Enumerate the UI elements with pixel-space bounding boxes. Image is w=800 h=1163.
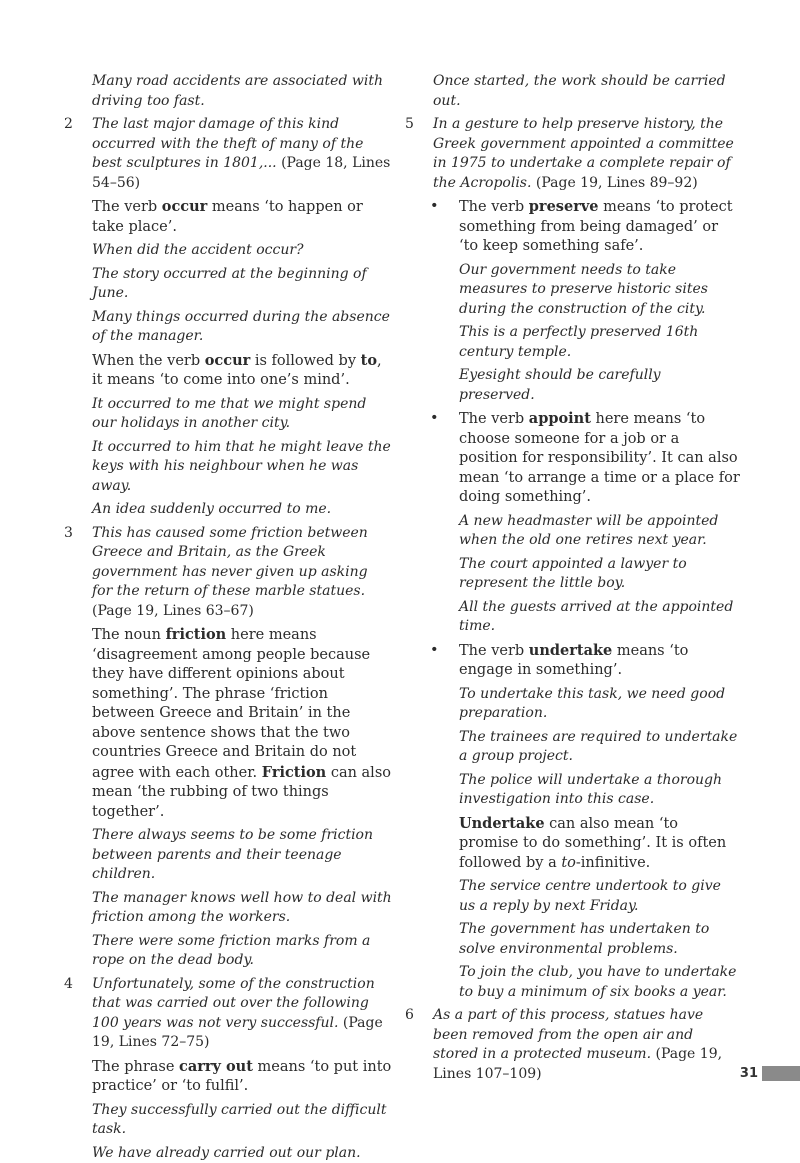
example-sentence: There were some friction marks from a rope on the dead body.: [64, 932, 392, 971]
example-sentence: The government has undertaken to solve environmental problems.: [405, 920, 740, 959]
explanation: When the verb occur is followed by to, it means ‘to come into one’s mind’.: [64, 351, 392, 391]
explanation: The phrase carry out means ‘to put into practice’ or ‘to fulfil’.: [64, 1057, 392, 1097]
item-number: 5: [405, 115, 414, 135]
page-footer: [740, 1066, 800, 1081]
item-number: 6: [405, 1006, 414, 1026]
keyword: to: [361, 352, 377, 369]
quote: In a gesture to help preserve history, the Greek government appointed a committee in 1975 to undertake a complete repair of the Acropolis.: [433, 116, 734, 191]
example-sentence: The trainees are required to undertake a group project.: [405, 728, 740, 767]
item-number: 2: [64, 115, 73, 135]
note-item-5: [405, 115, 740, 193]
quote: The last major damage of this kind occurred with the theft of many of the best sculptures in 1801,...: [92, 116, 363, 171]
note-item-3: [64, 524, 392, 622]
example-sentence: The court appointed a lawyer to represent the little boy.: [405, 555, 740, 594]
keyword: Undertake: [459, 815, 545, 832]
reference: (Page 19, Lines 72–75): [92, 1015, 383, 1051]
example-sentence: Once started, the work should be carried out.: [405, 72, 740, 111]
keyword: carry out: [179, 1058, 253, 1075]
example-sentence: To undertake this task, we need good preparation.: [405, 685, 740, 724]
keyword: undertake: [529, 642, 612, 659]
keyword: friction: [166, 626, 227, 643]
example-sentence: An idea suddenly occurred to me.: [64, 500, 392, 520]
keyword: preserve: [529, 198, 599, 215]
explanation: The noun friction here means ‘disagreement among people because they have different opinions about something’. The phrase ‘friction between Greece and Britain’ in the above sentence shows that the two countries Greece and Britain do not agree with each other. Friction can also mean ‘the rubbing of two things together’.: [64, 625, 392, 822]
example-sentence: The story occurred at the beginning of June.: [64, 265, 392, 304]
keyword: occur: [205, 352, 251, 369]
example-sentence: All the guests arrived at the appointed time.: [405, 598, 740, 637]
right-column: [405, 72, 740, 1084]
page-number: 31: [740, 1066, 762, 1081]
keyword: Friction: [262, 764, 326, 781]
example-sentence: The manager knows well how to deal with friction among the workers.: [64, 889, 392, 928]
example-sentence: We have already carried out our plan.: [64, 1144, 392, 1163]
quote: This has caused some friction between Greece and Britain, as the Greek government has never given up asking for the return of these marble statues.: [92, 525, 368, 600]
reference: (Page 19, Lines 89–92): [531, 175, 697, 191]
example-sentence: It occurred to him that he might leave the keys with his neighbour when he was away.: [64, 438, 392, 497]
example-sentence: A new headmaster will be appointed when the old one retires next year.: [405, 512, 740, 551]
bullet-icon: •: [430, 641, 439, 661]
bullet-point: • The verb appoint here means ‘to choose someone for a job or a position for responsibility’. It can also mean ‘to arrange a time or a place for doing something’.: [405, 409, 740, 508]
explanation: Undertake can also mean ‘to promise to do something’. It is often followed by a to-infinitive.: [405, 814, 740, 874]
bullet-icon: •: [430, 197, 439, 217]
example-sentence: It occurred to me that we might spend our holidays in another city.: [64, 395, 392, 434]
reference: (Page 19, Lines 63–67): [92, 603, 254, 619]
page-tab-bar: [762, 1066, 800, 1081]
example-sentence: The police will undertake a thorough investigation into this case.: [405, 771, 740, 810]
bullet-point: • The verb undertake means ‘to engage in something’.: [405, 641, 740, 681]
note-item-2: [64, 115, 392, 193]
example-sentence: There always seems to be some friction between parents and their teenage children.: [64, 826, 392, 885]
example-sentence: This is a perfectly preserved 16th century temple.: [405, 323, 740, 362]
item-number: 3: [64, 524, 73, 544]
item-number: 4: [64, 975, 73, 995]
explanation: The verb occur means ‘to happen or take place’.: [64, 197, 392, 237]
example-sentence: Our government needs to take measures to preserve historic sites during the construction of the city.: [405, 261, 740, 320]
reference: (Page 18, Lines 54–56): [92, 155, 390, 191]
example-sentence: The service centre undertook to give us a reply by next Friday.: [405, 877, 740, 916]
note-item-6: [405, 1006, 740, 1084]
bullet-icon: •: [430, 409, 439, 429]
bullet-point: • The verb preserve means ‘to protect something from being damaged’ or ‘to keep something safe’.: [405, 197, 740, 257]
keyword: appoint: [529, 410, 591, 427]
note-item-4: [64, 975, 392, 1053]
example-sentence: Many road accidents are associated with driving too fast.: [64, 72, 392, 111]
example-sentence: To join the club, you have to undertake to buy a minimum of six books a year.: [405, 963, 740, 1002]
example-sentence: Eyesight should be carefully preserved.: [405, 366, 740, 405]
left-column: [64, 72, 392, 1163]
quote: Unfortunately, some of the construction that was carried out over the following 100 years was not very successful.: [92, 976, 375, 1031]
reference: (Page 19, Lines 107–109): [433, 1046, 722, 1082]
quote: As a part of this process, statues have been removed from the open air and stored in a protected museum.: [433, 1007, 703, 1062]
keyword: occur: [162, 198, 208, 215]
example-sentence: When did the accident occur?: [64, 241, 392, 261]
example-sentence: Many things occurred during the absence of the manager.: [64, 308, 392, 347]
example-sentence: They successfully carried out the difficult task.: [64, 1101, 392, 1140]
